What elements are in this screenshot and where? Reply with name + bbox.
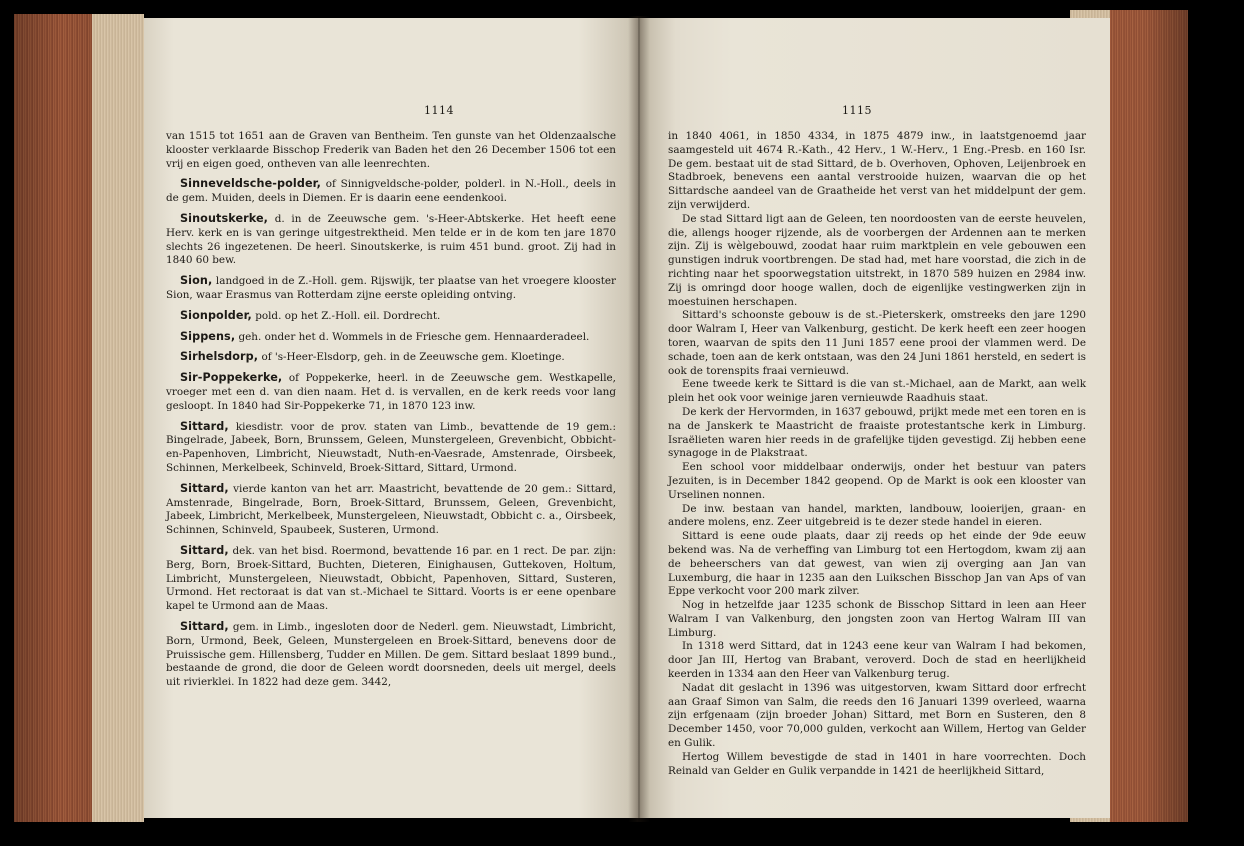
entry-headword: Sittard, bbox=[180, 543, 229, 557]
body-paragraph: Hertog Willem bevestigde de stad in 1401 in hare voorrechten. Doch Reinald van Gelder en Gulik verpandde in 1421 de heerlijkheid Sittard, bbox=[668, 750, 1086, 777]
body-paragraph: Een school voor middelbaar onderwijs, onder het bestuur van paters Jezuiten, is in December 1842 geopend. Op de Markt is ook een klooster van Urselinen nonnen. bbox=[668, 461, 1086, 501]
entry-headword: Sion, bbox=[180, 274, 213, 288]
left-page bbox=[144, 18, 638, 818]
dictionary-entry bbox=[166, 420, 616, 476]
right-page-text bbox=[668, 130, 1086, 778]
page-block-left bbox=[92, 14, 144, 822]
entry-body: van 1515 tot 1651 aan de Graven van Bentheim. Ten gunste van het Oldenzaalsche klooster verklaarde Bisschop Frederik van Baden het den 26 December 1506 tot een vrij en eigen goed, ontheven van alle leenrechten. bbox=[166, 130, 616, 170]
book-gutter bbox=[628, 16, 650, 822]
body-paragraph: De stad Sittard ligt aan de Geleen, ten noordoosten van de eerste heuvelen, die, allengs hooger rijzende, als de voorbergen der Ardennen aan te merken zijn. Zij is wèlgebouwd, zoodat haar ruim marktplein en vele gebouwen een gunstigen indruk voortbrengen. De stad had, met hare voorstad, die zich in de richting naar het spoorwegstation uitstrekt, in 1870 589 huizen en 2984 inw. Zij is omringd door hooge wallen, doch de eigenlijke vestingwerken zijn in moestuinen herschapen. bbox=[668, 212, 1086, 308]
left-page-number: 1114 bbox=[424, 104, 454, 117]
entry-body: landgoed in de Z.-Holl. gem. Rijswijk, ter plaatse van het vroegere klooster Sion, waar Erasmus van Rotterdam zijne eerste opleiding ontving. bbox=[166, 275, 616, 301]
dictionary-entry bbox=[166, 330, 616, 345]
body-paragraph: Eene tweede kerk te Sittard is die van st.-Michael, aan de Markt, aan welk plein het ook voor weinige jaren vernieuwde Raadhuis staat. bbox=[668, 378, 1086, 405]
body-paragraph: Sittard is eene oude plaats, daar zij reeds op het einde der 9de eeuw bekend was. Na de verheffing van Limburg tot een Hertogdom, kwam zij aan de beheerschers van dat gewest, van wien zij overging aan Jan van Luxemburg, die haar in 1235 aan den Luikschen Bisschop Jan van Aps of van Eppe verkocht voor 200 mark zilver. bbox=[668, 530, 1086, 598]
entry-body: vierde kanton van het arr. Maastricht, bevattende de 20 gem.: Sittard, Amstenrade, Bingelrade, Born, Broek-Sittard, Brunssem, Geleen, Grevenbicht, Jabeek, Limbricht, Merkelbeek, Munstergeleen, Nieuwstadt, Obbicht c. a., Oirsbeek, Schinnen, Schinveld, Spaubeek, Susteren, Urmond. bbox=[166, 482, 616, 537]
body-paragraph: De kerk der Hervormden, in 1637 gebouwd, prijkt mede met een toren en is na de Janskerk te Maastricht de fraaiste protestantsche kerk in Limburg. Israëlieten waren hier reeds in de grafelijke tijden gevestigd. Zij hebben eene synagoge in de Plakstraat. bbox=[668, 405, 1086, 460]
dictionary-entry bbox=[166, 620, 616, 690]
entry-body: d. in de Zeeuwsche gem. 's-Heer-Abtskerke. Het heeft eene Herv. kerk en is van geringe uitgestrektheid. Men telde er in de kom ten jare 1870 slechts 26 ingezetenen. De heerl. Sinoutskerke, is ruim 451 bund. groot. Zij had in 1840 60 bew. bbox=[166, 212, 616, 267]
body-paragraph: In 1318 werd Sittard, dat in 1243 eene keur van Walram I had bekomen, door Jan III, Hertog van Brabant, veroverd. Doch de stad en heerlijkheid keerden in 1334 aan den Heer van Valkenburg terug. bbox=[668, 640, 1086, 681]
right-page-number: 1115 bbox=[842, 104, 872, 117]
dictionary-entry bbox=[166, 212, 616, 268]
entry-body: gem. in Limb., ingesloten door de Nederl. gem. Nieuwstadt, Limbricht, Born, Urmond, Beek, Geleen, Munstergeleen en Broek-Sittard, benevens door de Pruissische gem. Hillensberg, Tudder en Millen. De gem. Sittard beslaat 1899 bund., bestaande de grond, die door de Geleen wordt doorsneden, deels uit mergel, deels uit rivierklei. In 1822 had deze gem. 3442, bbox=[166, 620, 616, 689]
entry-body: pold. op het Z.-Holl. eil. Dordrecht. bbox=[255, 309, 441, 322]
entry-body: of Sinnigveldsche-polder, polderl. in N.-Holl., deels in de gem. Muiden, deels in Diemen. Er is daarin eene eendenkooi. bbox=[166, 178, 616, 205]
entry-headword: Sirhelsdorp, bbox=[180, 350, 259, 364]
body-paragraph: De inw. bestaan van handel, markten, landbouw, looierijen, graan- en andere molens, enz. Zeer uitgebreid is te dezer stede handel in eieren. bbox=[668, 502, 1086, 529]
entry-headword: Sippens, bbox=[180, 329, 236, 343]
entry-body: dek. van het bisd. Roermond, bevattende 16 par. en 1 rect. De par. zijn: Berg, Born, Broek-Sittard, Buchten, Dieteren, Einighausen, Guttekoven, Holtum, Limbricht, Munstergeleen, Nieuwstadt, Obbicht, Papenhoven, Sittard, Susteren, Urmond. Het rectoraat is dat van st.-Michael te Sittard. Voorts is er eene openbare kapel te Urmond aan de Maas. bbox=[166, 544, 616, 613]
dictionary-entry bbox=[166, 274, 616, 303]
entry-body: of 's-Heer-Elsdorp, geh. in de Zeeuwsche gem. Kloetinge. bbox=[261, 351, 565, 364]
dictionary-entry bbox=[166, 482, 616, 538]
dictionary-entry bbox=[166, 544, 616, 614]
body-paragraph: Sittard's schoonste gebouw is de st.-Pieterskerk, omstreeks den jare 1290 door Walram I, Heer van Valkenburg, gesticht. De kerk heeft een zeer hoogen toren, waarvan de spits den 11 Juni 1857 eene prooi der vlammen werd. De schade, toen aan de kerk ontstaan, was den 24 Juni 1861 hersteld, en sedert is ook de torenspits fraai vernieuwd. bbox=[668, 309, 1086, 377]
dictionary-entry bbox=[166, 350, 616, 365]
entry-headword: Sinneveldsche-polder, bbox=[180, 177, 321, 191]
entry-headword: Sionpolder, bbox=[180, 308, 252, 322]
left-page-text bbox=[166, 130, 616, 696]
entry-headword: Sittard, bbox=[180, 619, 229, 633]
entry-body: geh. onder het d. Wommels in de Friesche gem. Hennaarderadeel. bbox=[238, 330, 590, 343]
entry-headword: Sir-Poppekerke, bbox=[180, 371, 283, 385]
entry-headword: Sittard, bbox=[180, 419, 229, 433]
body-paragraph: Nog in hetzelfde jaar 1235 schonk de Bisschop Sittard in leen aan Heer Walram I van Valkenburg, den jongsten zoon van Hertog Walram III van Limburg. bbox=[668, 599, 1086, 639]
body-paragraph: in 1840 4061, in 1850 4334, in 1875 4879 inw., in laatstgenoemd jaar saamgesteld uit 4674 R.-Kath., 42 Herv., 1 W.-Herv., 1 Eng.-Presb. en 160 Isr. De gem. bestaat uit de stad Sittard, de b. Overhoven, Ophoven, Leijenbroek en Stadbroek, benevens een aantal verstrooide huizen, waarvan die op het Sittardsche aandeel van de Graatheide het verst van het middelpunt der gem. zijn verwijderd. bbox=[668, 130, 1086, 211]
dictionary-entry bbox=[166, 309, 616, 324]
dictionary-entry bbox=[166, 130, 616, 171]
entry-body: kiesdistr. voor de prov. staten van Limb., bevattende de 19 gem.: Bingelrade, Jabeek, Born, Brunssem, Geleen, Munstergeleen, Grevenbicht, Obbicht-en-Papenhoven, Limbricht, Nieuwstadt, Nuth-en-Vaesrade, Amstenrade, Oirsbeek, Schinnen, Merkelbeek, Schinveld, Broek-Sittard, Sittard, Urmond. bbox=[166, 420, 616, 474]
right-page bbox=[638, 18, 1110, 818]
dictionary-entry bbox=[166, 177, 616, 206]
body-paragraph: Nadat dit geslacht in 1396 was uitgestorven, kwam Sittard door erfrecht aan Graaf Simon van Salm, die reeds den 16 Januari 1399 overleed, waarna zijn erfgenaam (zijn broeder Johan) Sittard, met Born en Susteren, den 8 December 1450, voor 70,000 gulden, verkocht aan Willem, Hertog van Gelder en Gulik. bbox=[668, 681, 1086, 750]
entry-body: of Poppekerke, heerl. in de Zeeuwsche gem. Westkapelle, vroeger met een d. van dien naam. Het d. is vervallen, en de kerk reeds voor lang gesloopt. In 1840 had Sir-Poppekerke 71, in 1870 123 inw. bbox=[166, 372, 616, 412]
dictionary-entry bbox=[166, 371, 616, 413]
entry-headword: Sinoutskerke, bbox=[180, 211, 269, 225]
entry-headword: Sittard, bbox=[180, 481, 229, 495]
